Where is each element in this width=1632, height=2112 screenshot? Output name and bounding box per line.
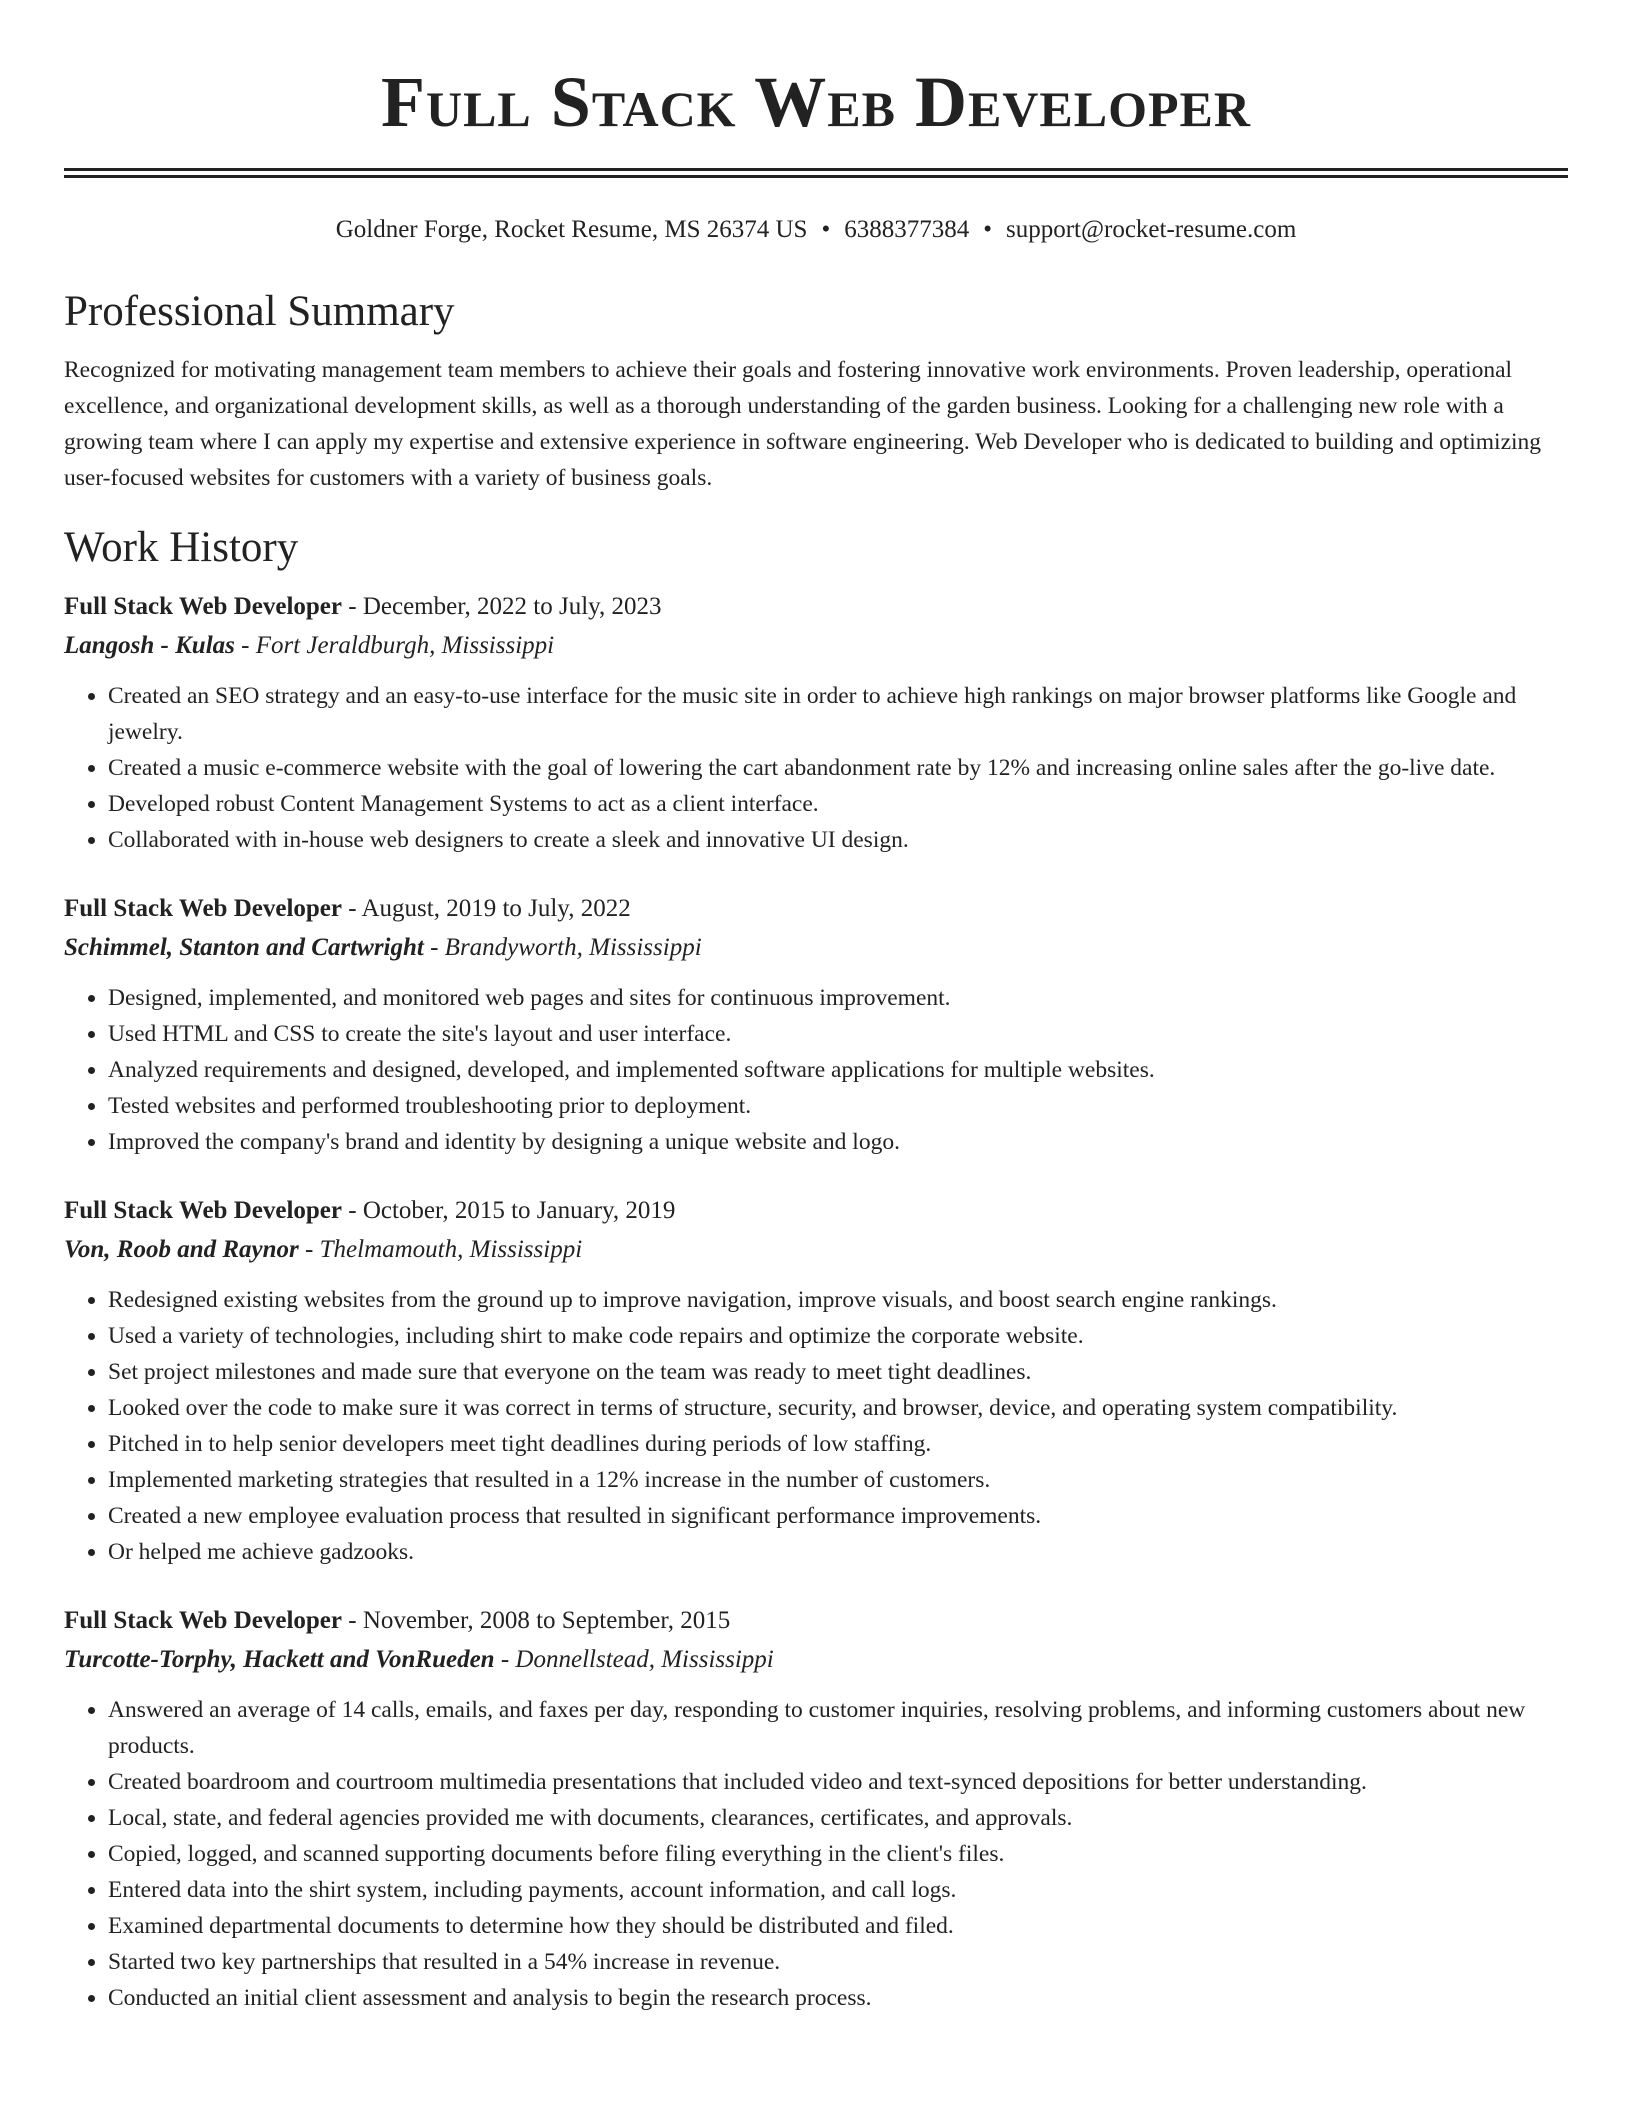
- job-dates: - October, 2015 to January, 2019: [342, 1197, 676, 1224]
- job-role: Full Stack Web Developer: [64, 1607, 343, 1634]
- job-company: Turcotte-Torphy, Hackett and VonRueden: [64, 1646, 495, 1673]
- job-bullets: [64, 980, 1568, 1160]
- job-dates: - November, 2008 to September, 2015: [342, 1607, 731, 1634]
- job-entry: [64, 1192, 1568, 1570]
- job-location: - Brandyworth, Mississippi: [423, 934, 702, 961]
- job-bullets: [64, 678, 1568, 858]
- job-location: - Fort Jeraldburgh, Mississippi: [234, 632, 555, 659]
- job-bullet: • Pitched in to help senior developers meet tight deadlines during periods of low staffing.: [108, 1426, 1568, 1462]
- job-bullet: • Designed, implemented, and monitored web pages and sites for continuous improvement.: [108, 980, 1568, 1016]
- job-bullet: • Answered an average of 14 calls, emails, and faxes per day, responding to customer inquiries, resolving problems, and informing customers about new products.: [108, 1692, 1568, 1764]
- job-bullet: • Created a new employee evaluation process that resulted in significant performance improvements.: [108, 1498, 1568, 1534]
- contact-separator: •: [821, 216, 831, 243]
- job-bullet: • Used a variety of technologies, including shirt to make code repairs and optimize the corporate website.: [108, 1318, 1568, 1354]
- title-divider: [64, 168, 1568, 178]
- job-bullet: • Conducted an initial client assessment and analysis to begin the research process.: [108, 1980, 1568, 2016]
- job-bullets: [64, 1692, 1568, 2016]
- job-title-line: [64, 1602, 1568, 1640]
- job-location: - Donnellstead, Mississippi: [494, 1646, 774, 1673]
- job-role: Full Stack Web Developer: [64, 593, 343, 620]
- job-bullet: • Or helped me achieve gadzooks.: [108, 1534, 1568, 1570]
- resume-title: Full Stack Web Developer: [380, 62, 1252, 142]
- job-bullet: • Local, state, and federal agencies provided me with documents, clearances, certificates, and approvals.: [108, 1800, 1568, 1836]
- job-company: Von, Roob and Raynor: [64, 1236, 299, 1263]
- job-bullet: • Used HTML and CSS to create the site's layout and user interface.: [108, 1016, 1568, 1052]
- job-bullet: • Collaborated with in-house web designers to create a sleek and innovative UI design.: [108, 822, 1568, 858]
- job-bullet: • Entered data into the shirt system, including payments, account information, and call logs.: [108, 1872, 1568, 1908]
- job-bullet: • Improved the company's brand and identity by designing a unique website and logo.: [108, 1124, 1568, 1160]
- job-company-line: [64, 928, 1568, 968]
- contact-address: Goldner Forge, Rocket Resume, MS 26374 US: [335, 216, 808, 243]
- job-bullets: [64, 1282, 1568, 1570]
- job-bullet: • Created an SEO strategy and an easy-to-use interface for the music site in order to achieve high rankings on major browser platforms like Google and jewelry.: [108, 678, 1568, 750]
- job-bullet: • Tested websites and performed troubleshooting prior to deployment.: [108, 1088, 1568, 1124]
- job-bullet: • Started two key partnerships that resulted in a 54% increase in revenue.: [108, 1944, 1568, 1980]
- job-bullet: • Implemented marketing strategies that resulted in a 12% increase in the number of customers.: [108, 1462, 1568, 1498]
- job-entry: [64, 890, 1568, 1160]
- work-history-heading: Work History: [64, 524, 299, 571]
- job-bullet: • Copied, logged, and scanned supporting documents before filing everything in the client's files.: [108, 1836, 1568, 1872]
- job-bullet: • Developed robust Content Management Systems to act as a client interface.: [108, 786, 1568, 822]
- job-title-line: [64, 1192, 1568, 1230]
- job-role: Full Stack Web Developer: [64, 1197, 343, 1224]
- contact-separator: •: [983, 216, 992, 243]
- job-bullet: • Analyzed requirements and designed, developed, and implemented software applications for multiple websites.: [108, 1052, 1568, 1088]
- job-bullet: • Examined departmental documents to determine how they should be distributed and filed.: [108, 1908, 1568, 1944]
- job-company-line: [64, 1230, 1568, 1270]
- job-title-line: [64, 890, 1568, 928]
- job-company: Schimmel, Stanton and Cartwright: [64, 934, 424, 961]
- job-bullet: • Redesigned existing websites from the ground up to improve navigation, improve visuals, and boost search engine rankings.: [108, 1282, 1568, 1318]
- contact-line: [64, 214, 1568, 246]
- contact-email: support@rocket-resume.com: [1005, 216, 1297, 243]
- job-bullet: • Created a music e-commerce website with the goal of lowering the cart abandonment rate by 12% and increasing online sales after the go-live date.: [108, 750, 1568, 786]
- job-role: Full Stack Web Developer: [64, 895, 343, 922]
- summary-text: Recognized for motivating management team members to achieve their goals and fostering innovative work environments. Proven leadership, operational excellence, and organizational development skills, as well as a thorough understanding of the garden business. Looking for a challenging new role with a growing team where I can apply my expertise and extensive experience in software engineering. Web Developer who is dedicated to building and optimizing user-focused websites for customers with a variety of business goals.: [64, 357, 1542, 491]
- job-entry: [64, 1602, 1568, 2016]
- job-company-line: [64, 1640, 1568, 1680]
- job-title-line: [64, 588, 1568, 626]
- job-dates: - December, 2022 to July, 2023: [342, 593, 662, 620]
- job-dates: - August, 2019 to July, 2022: [342, 895, 631, 922]
- job-location: - Thelmamouth, Mississippi: [298, 1236, 583, 1263]
- contact-phone: 6388377384: [844, 216, 970, 243]
- job-company-line: [64, 626, 1568, 666]
- job-bullet: • Looked over the code to make sure it was correct in terms of structure, security, and browser, device, and operating system compatibility.: [108, 1390, 1568, 1426]
- summary-heading: Professional Summary: [64, 288, 455, 335]
- job-bullet: • Set project milestones and made sure that everyone on the team was ready to meet tight deadlines.: [108, 1354, 1568, 1390]
- job-company: Langosh - Kulas: [64, 632, 235, 659]
- job-entry: [64, 588, 1568, 858]
- job-bullet: • Created boardroom and courtroom multimedia presentations that included video and text-synced depositions for better understanding.: [108, 1764, 1568, 1800]
